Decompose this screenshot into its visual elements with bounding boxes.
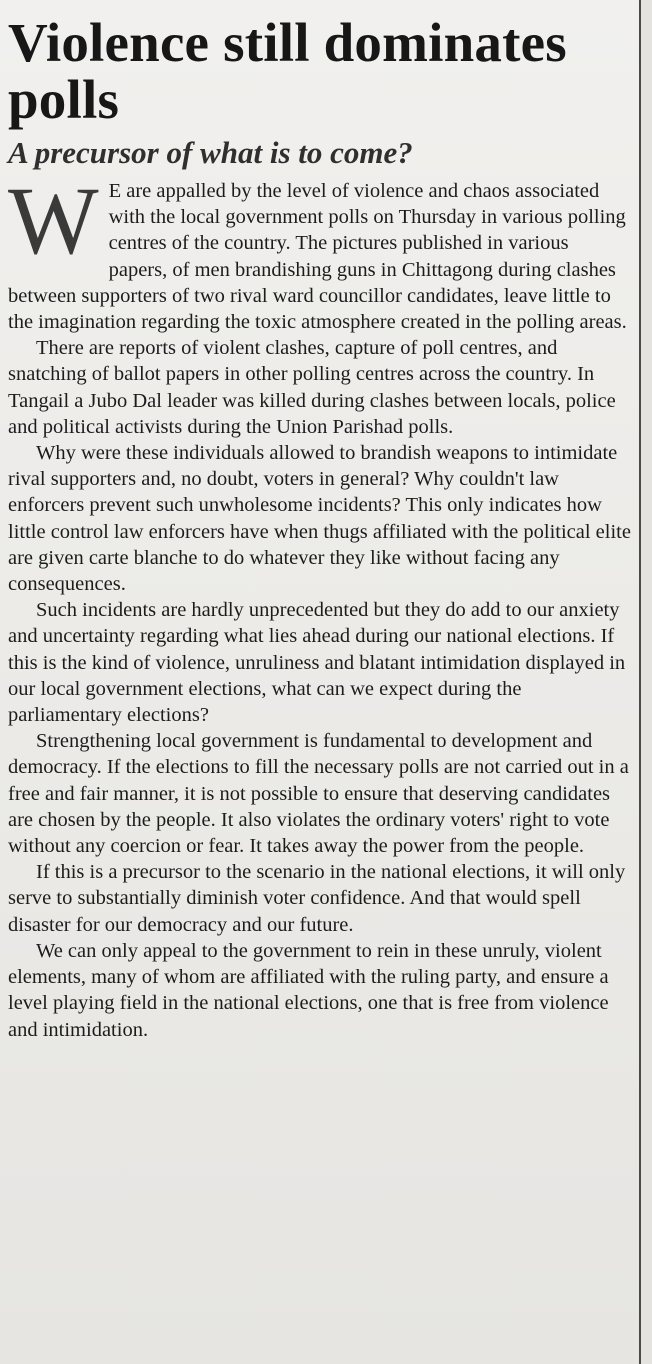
article-body [8, 167, 632, 1043]
paragraph-4: Such incidents are hardly unprecedented but they do add to our anxiety and uncertainty regarding what lies ahead during our national elections. If this is the kind of violence, unruliness and blatant intimidation displayed in our local government elections, what can we expect during the parliamentary elections? [8, 599, 626, 727]
paragraph-7: We can only appeal to the government to rein in these unruly, violent elements, many of whom are affiliated with the ruling party, and ensure a level playing field in the national elections, one that is free from violence and intimidation. [8, 939, 609, 1041]
right-margin [641, 0, 652, 1364]
paragraph-1 [8, 167, 632, 335]
headline: Violence still dominates polls [8, 12, 567, 130]
paragraph-6: If this is a precursor to the scenario in the national elections, it will only serve to substantially diminish voter confidence. And that would spell disaster for our democracy and our future. [8, 861, 626, 936]
paragraph-1-text: E are appalled by the level of violence and chaos associated with the local government polls on Thursday in various polling centres of the country. The pictures published in various papers, of men brandishing guns in Chittagong during clashes between supporters of two rival ward councillor candidates, leave little to the imagination regarding the toxic atmosphere created in the polling areas. [8, 180, 627, 334]
subheadline: A precursor of what is to come? [8, 135, 413, 170]
paragraph-5: Strengthening local government is fundamental to development and democracy. If the elections to fill the necessary polls are not carried out in a free and fair manner, it is not possible to ensure that deserving candidates are chosen by the people. It also violates the ordinary voters' right to vote without any coercion or fear. It takes away the power from the people. [8, 730, 629, 858]
paragraph-3: Why were these individuals allowed to brandish weapons to intimidate rival supporters and, no doubt, voters in general? Why couldn't law enforcers prevent such unwholesome incidents? This only indicates how little control law enforcers have when thugs affiliated with the political elite are given carte blanche to do whatever they like without facing any consequences. [8, 442, 631, 596]
paragraph-2: There are reports of violent clashes, capture of poll centres, and snatching of ballot papers in other polling centres across the country. In Tangail a Jubo Dal leader was killed during clashes between locals, police and political activists during the Union Parishad polls. [8, 337, 616, 438]
editorial-article [8, 14, 632, 1043]
drop-cap: W [8, 167, 99, 274]
